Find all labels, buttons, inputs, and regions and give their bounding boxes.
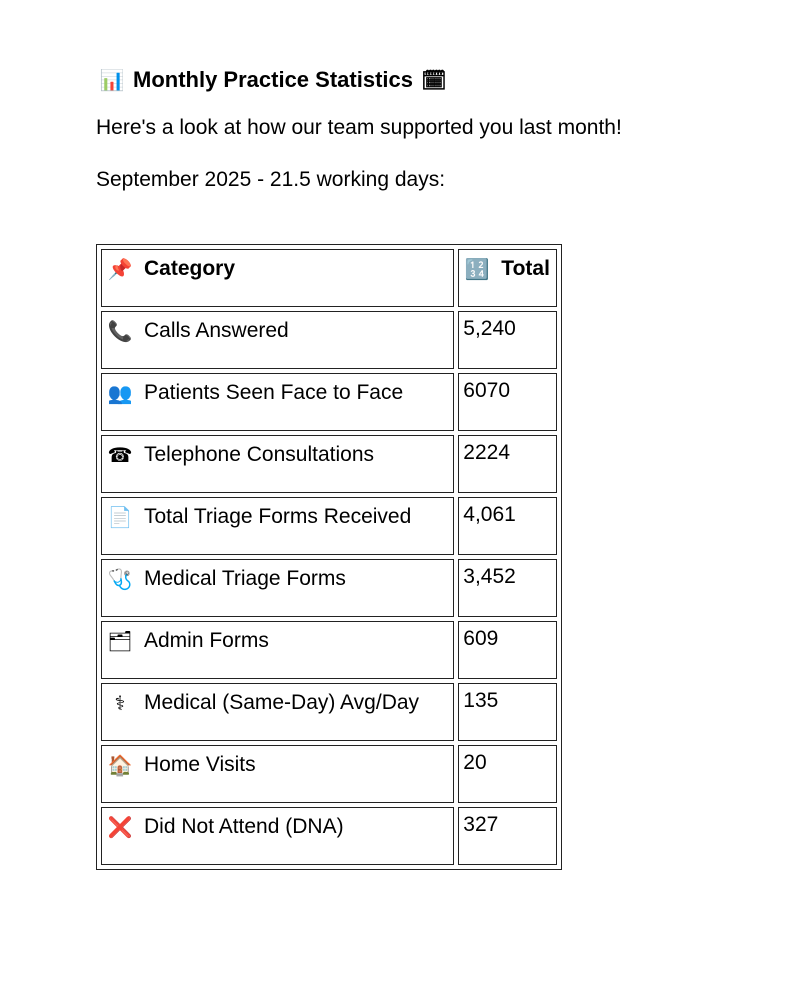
statistics-table — [96, 244, 562, 870]
total-cell — [458, 745, 557, 803]
total-cell — [458, 497, 557, 555]
total-cell — [458, 807, 557, 865]
pushpin-icon: 📌 — [107, 257, 133, 281]
total-header — [458, 249, 557, 307]
category-label: Calls Answered — [144, 319, 289, 342]
table-row — [101, 745, 557, 803]
document-icon: 📄 — [107, 505, 133, 529]
category-label: Patients Seen Face to Face — [144, 381, 404, 404]
category-label: Did Not Attend (DNA) — [144, 815, 344, 838]
category-label: Telephone Consultations — [144, 443, 374, 466]
category-cell — [101, 559, 454, 617]
category-label: Medical Triage Forms — [144, 567, 346, 590]
total-value: 6070 — [463, 379, 511, 402]
category-cell — [101, 807, 454, 865]
page-title — [99, 60, 805, 100]
total-cell — [458, 621, 557, 679]
category-cell — [101, 683, 454, 741]
cross-mark-icon: ❌ — [107, 815, 133, 839]
bar-chart-icon: 📊 — [99, 68, 125, 92]
total-cell — [458, 373, 557, 431]
category-cell — [101, 497, 454, 555]
period-text: September 2025 - 21.5 working days: — [96, 168, 446, 191]
category-cell — [101, 621, 454, 679]
page-title-text: Monthly Practice Statistics — [133, 67, 413, 92]
total-cell — [458, 311, 557, 369]
category-label: Total Triage Forms Received — [144, 505, 412, 528]
table-row — [101, 497, 557, 555]
category-header-label: Category — [144, 257, 236, 280]
table-row — [101, 373, 557, 431]
total-value: 2224 — [463, 441, 511, 464]
category-cell — [101, 373, 454, 431]
category-label: Medical (Same-Day) Avg/Day — [144, 691, 420, 714]
total-value: 327 — [463, 813, 499, 836]
total-value: 20 — [463, 751, 487, 774]
total-value: 3,452 — [463, 565, 516, 588]
total-header-label: Total — [501, 257, 550, 280]
medical-staff-icon: ⚕ — [114, 691, 126, 715]
total-value: 4,061 — [463, 503, 516, 526]
category-cell — [101, 311, 454, 369]
table-row — [101, 435, 557, 493]
calendar-icon: 🗓 — [421, 68, 447, 92]
category-cell — [101, 435, 454, 493]
stethoscope-icon: 🩺 — [107, 567, 133, 591]
category-cell — [101, 745, 454, 803]
table-row — [101, 559, 557, 617]
total-cell — [458, 683, 557, 741]
table-row — [101, 683, 557, 741]
total-value: 5,240 — [463, 317, 516, 340]
category-label: Home Visits — [144, 753, 256, 776]
table-row — [101, 311, 557, 369]
total-cell — [458, 559, 557, 617]
phone-receiver-icon: 📞 — [107, 319, 133, 343]
people-icon: 👥 — [107, 381, 133, 405]
category-label: Admin Forms — [144, 629, 269, 652]
intro-text: Here's a look at how our team supported you last month! — [96, 116, 622, 139]
category-header — [101, 249, 454, 307]
house-icon: 🏠 — [107, 753, 133, 777]
folder-icon: 🗂 — [107, 629, 133, 653]
table-header-row — [101, 249, 557, 307]
table-row — [101, 621, 557, 679]
total-cell — [458, 435, 557, 493]
telephone-icon: ☎ — [107, 443, 133, 467]
total-value: 609 — [463, 627, 499, 650]
total-value: 135 — [463, 689, 499, 712]
numbers-icon: 🔢 — [464, 257, 490, 281]
table-row — [101, 807, 557, 865]
